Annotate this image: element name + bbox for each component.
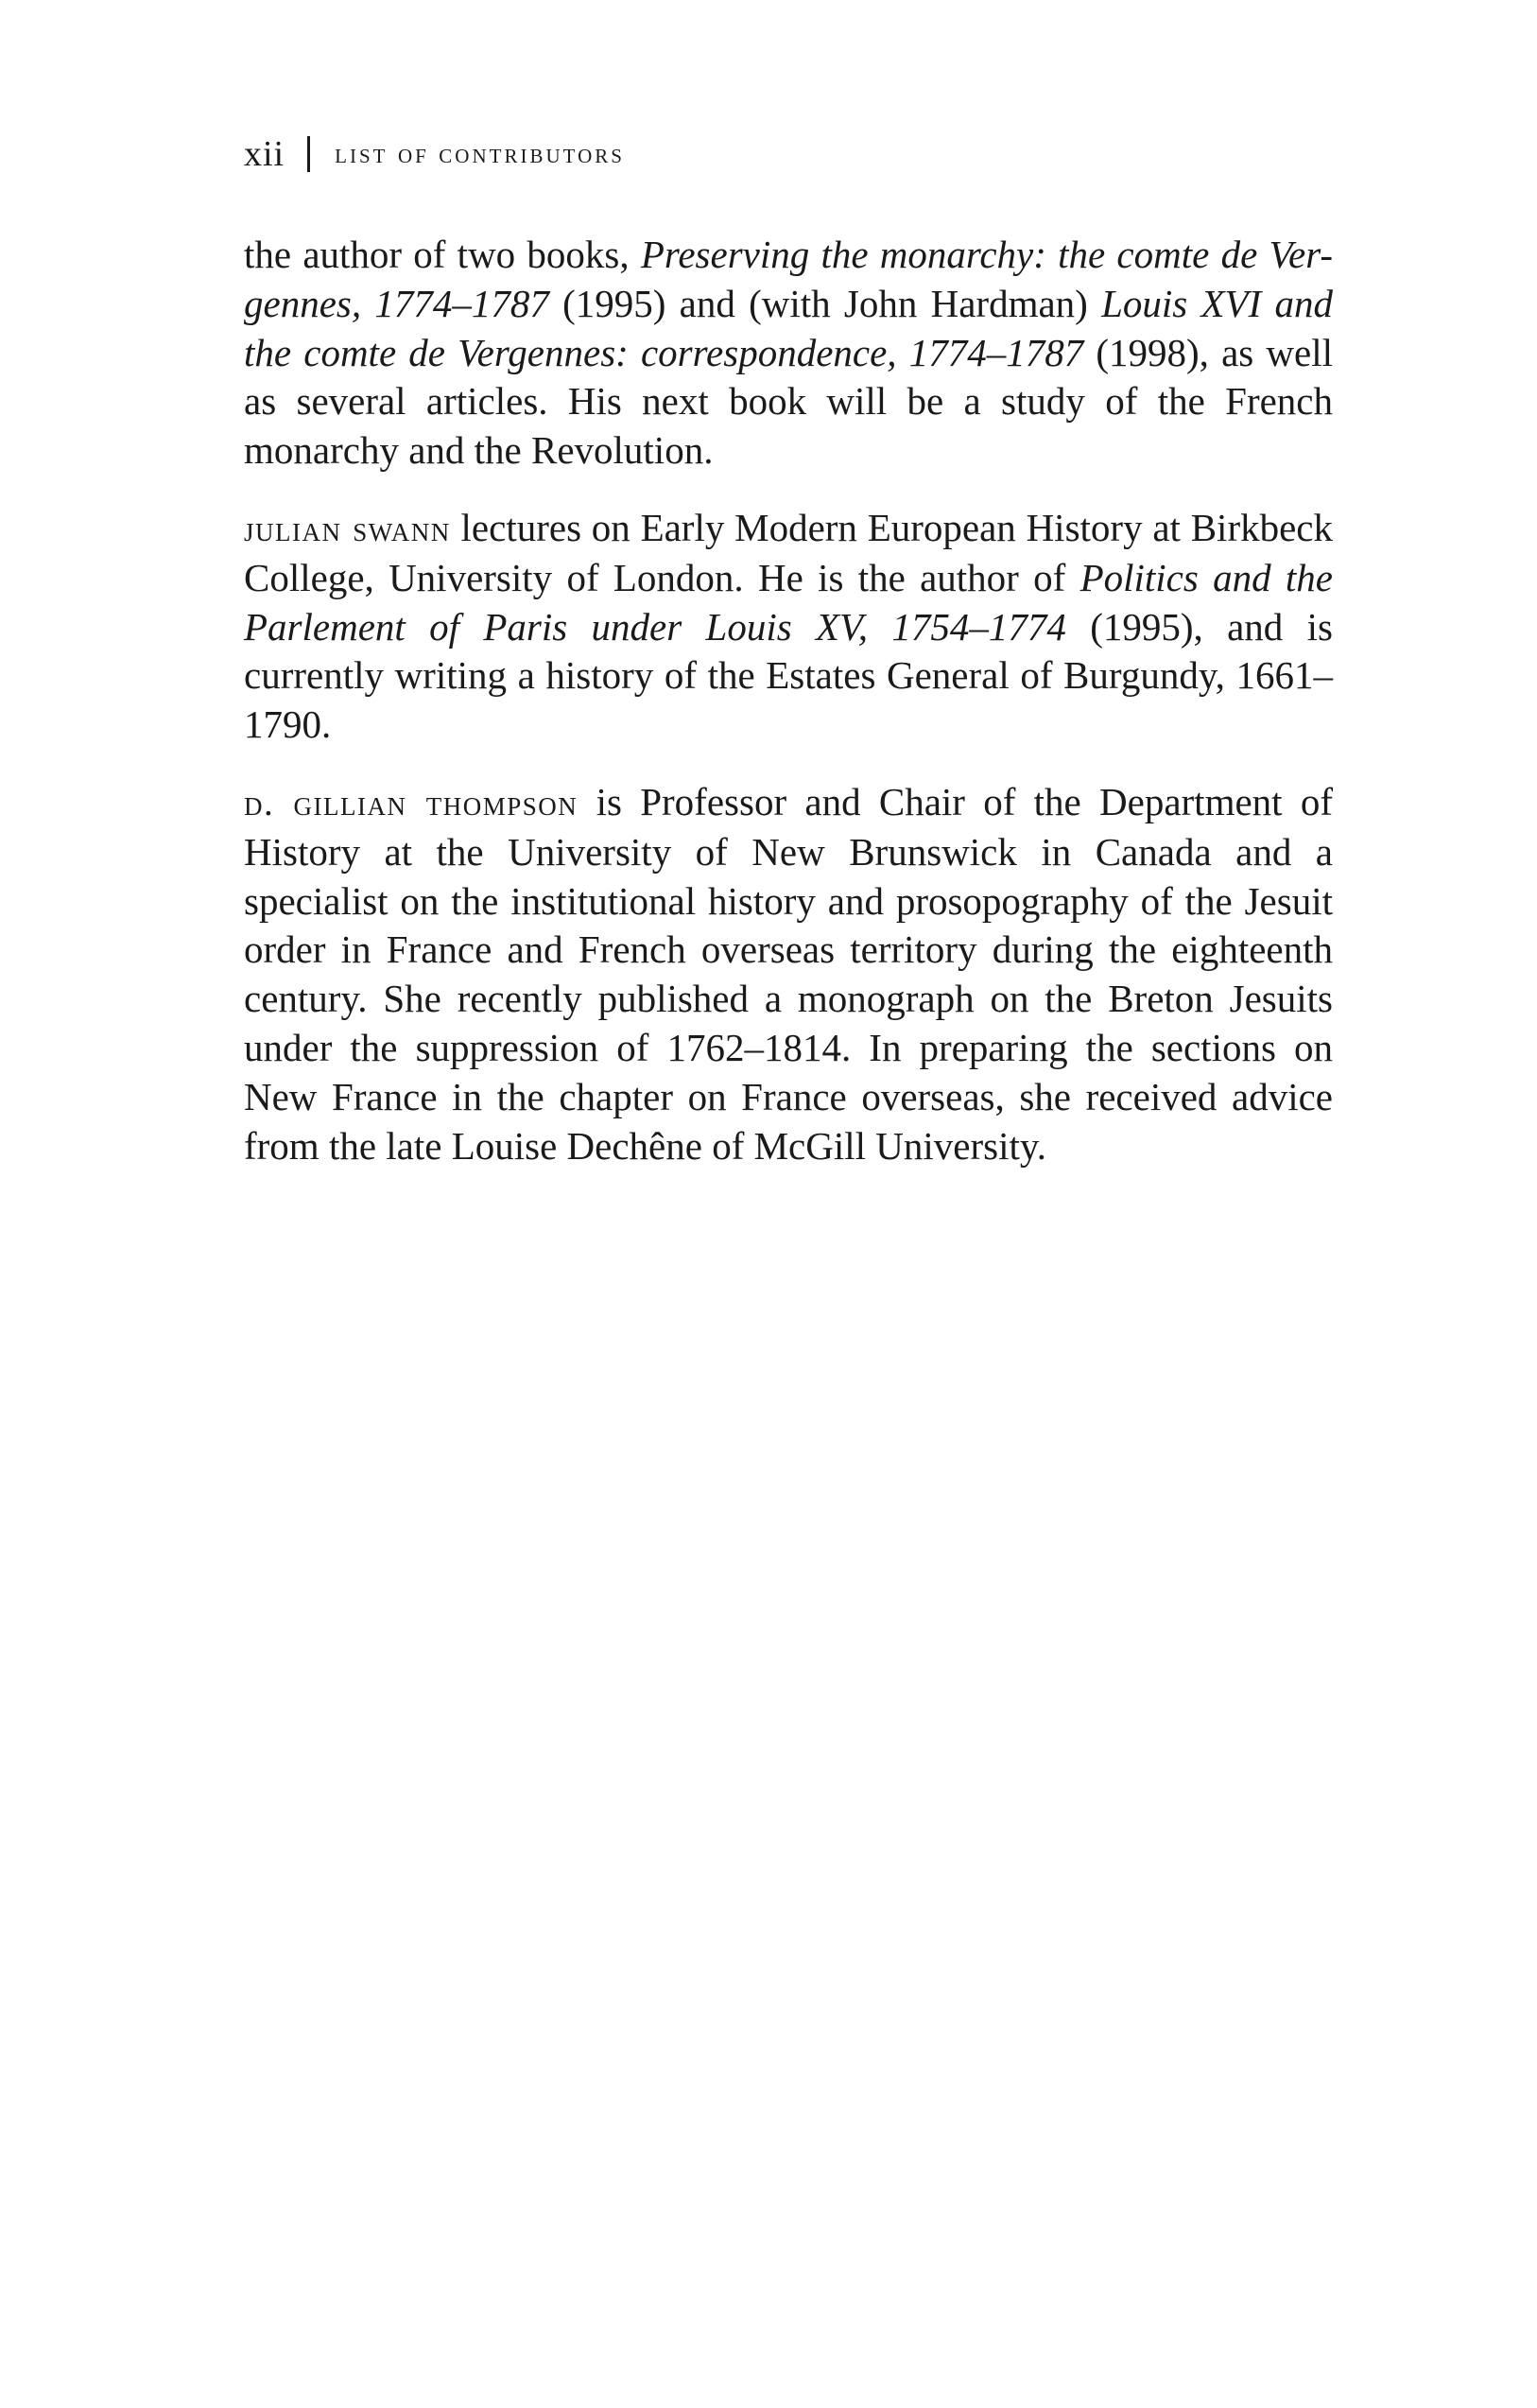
contributor-name: d. gillian thompson [244,782,579,823]
contributor-entry-thompson [244,778,1333,1170]
running-head [244,130,625,178]
header-divider [307,136,310,172]
running-head-title: list of contributors [335,138,625,169]
entry-text: the author of two books, [244,233,641,276]
page-number: xii [244,134,285,174]
contributor-entry-continued [244,231,1333,476]
entry-text: (1998), as well as several articles. His next book will be a study of the French monarchy and the Revolution. [244,330,1333,473]
entry-text: (1995) and (with John Hardman) [548,281,1102,325]
contributor-entry-swann [244,504,1333,750]
book-title: Preserving the monarchy: the comte de Ver-gennes, 1774–1787 [244,233,1333,325]
entry-text: (1995), and is currently writing a history of the Estates General of Burgundy, 1661–1790. [244,604,1333,747]
contributors-body [244,231,1333,1199]
contributor-name: julian swann [244,508,451,549]
book-title: Politics and the Parlement of Paris under Louis XV, 1754–1774 [244,555,1333,649]
entry-text: lectures on Early Modern European History at Birkbeck College, University of London. He is the author of [244,505,1333,599]
entry-text: is Professor and Chair of the Department of History at the University of New Brunswick in Canada and a specialist on the institutional history and prosopography of the Jesuit order in France and French overseas territory during the eighteenth century. She recently published a monograph on the Breton Jesuits under the suppression of 1762–1814. In preparing the sections on New France in the chapter on France overseas, she received advice from the late Louise Dechêne of McGill University. [244,779,1333,1168]
book-title: Louis XVI and the comte de Vergennes: correspondence, 1774–1787 [244,281,1333,374]
